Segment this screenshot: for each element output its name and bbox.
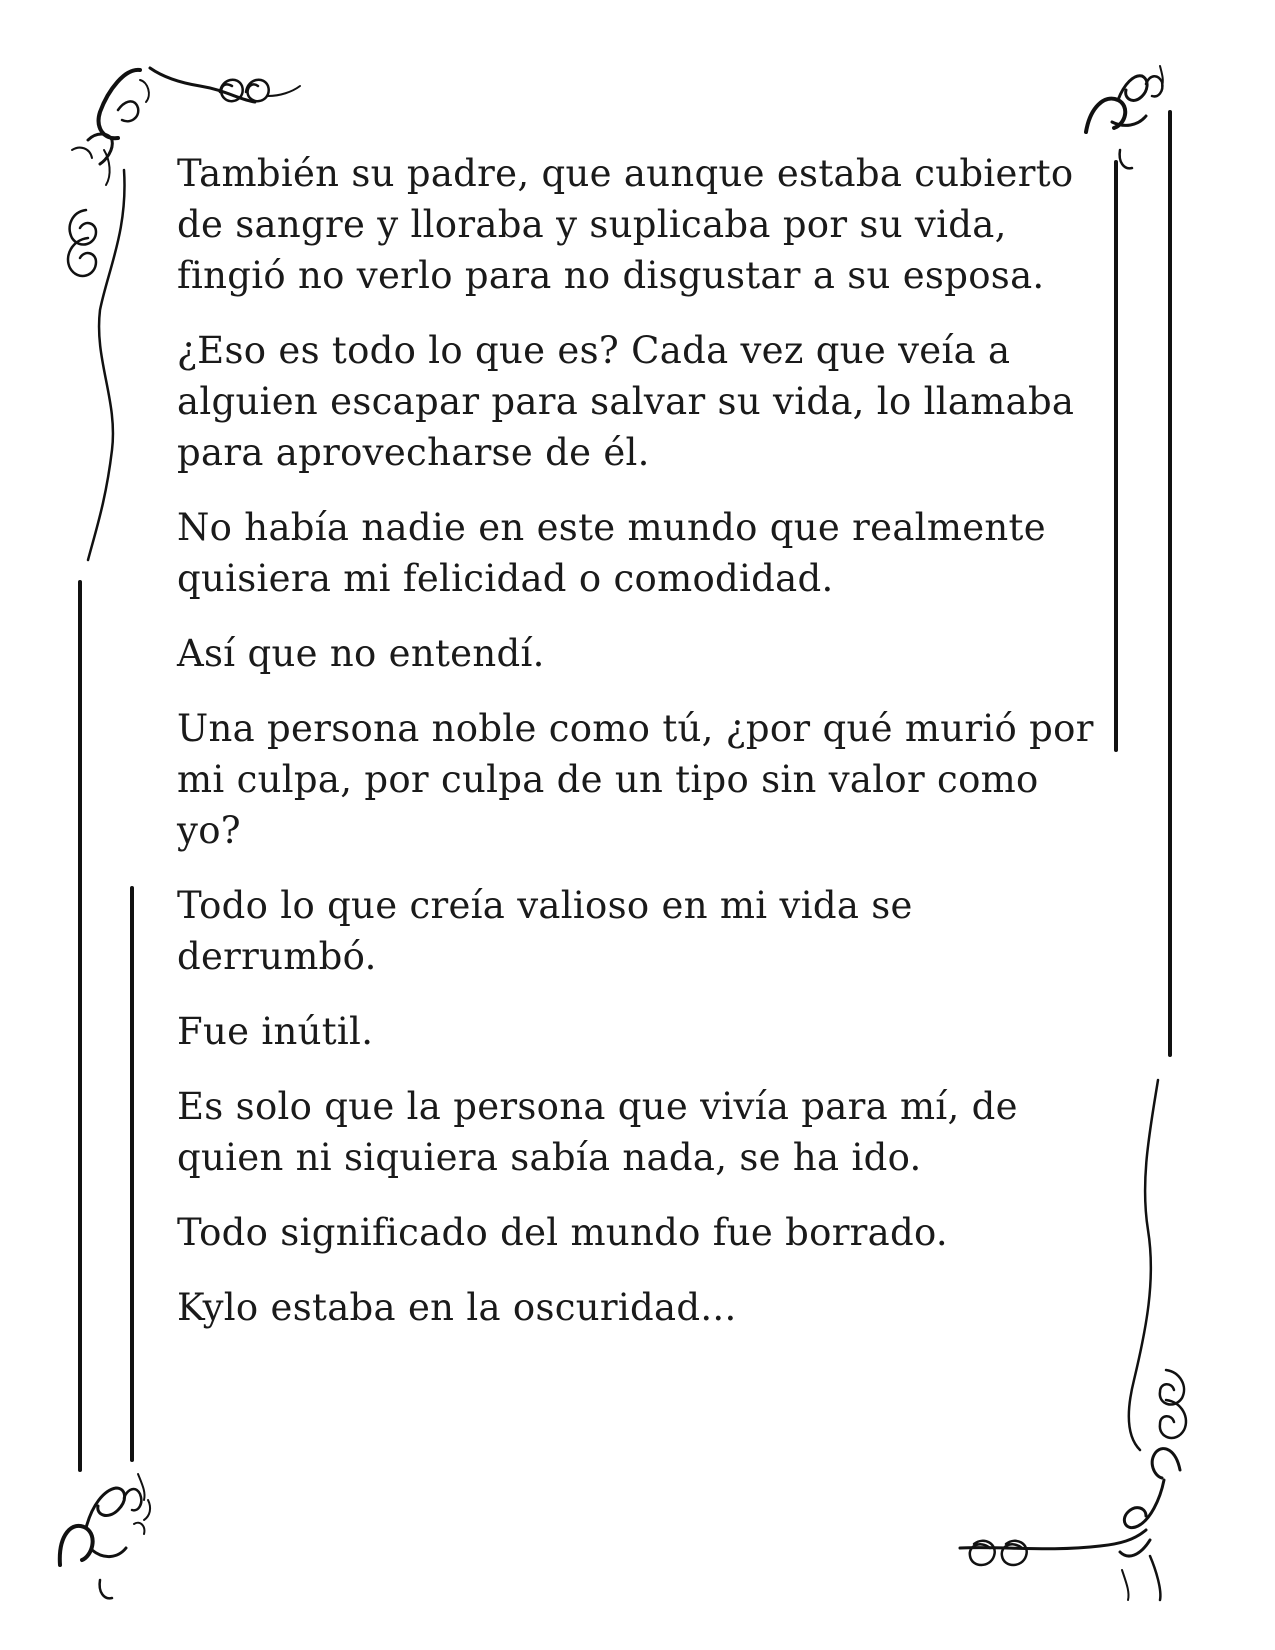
paragraph: Todo significado del mundo fue borrado. (177, 1211, 948, 1254)
paragraph: No había nadie en este mundo que realmente quisiera mi felicidad o comodidad. (177, 506, 1046, 600)
paragraph: También su padre, que aunque estaba cubierto de sangre y lloraba y suplicaba por su vida, fingió no verlo para no disgustar a su esposa. (177, 152, 1074, 297)
paragraph: Fue inútil. (177, 1010, 374, 1053)
paragraph: Una persona noble como tú, ¿por qué murió por mi culpa, por culpa de un tipo sin valor como yo? (177, 707, 1094, 852)
paragraph: Kylo estaba en la oscuridad... (177, 1286, 737, 1329)
paragraph: Todo lo que creía valioso en mi vida se derrumbó. (177, 884, 913, 978)
body-text (177, 148, 1107, 1357)
paragraph: ¿Eso es todo lo que es? Cada vez que veía a alguien escapar para salvar su vida, lo llamaba para aprovecharse de él. (177, 329, 1075, 474)
bottom-left-flourish-icon (60, 1474, 150, 1598)
paragraph: Así que no entendí. (177, 632, 545, 675)
paragraph: Es solo que la persona que vivía para mí, de quien ni siquiera sabía nada, se ha ido. (177, 1085, 1018, 1179)
